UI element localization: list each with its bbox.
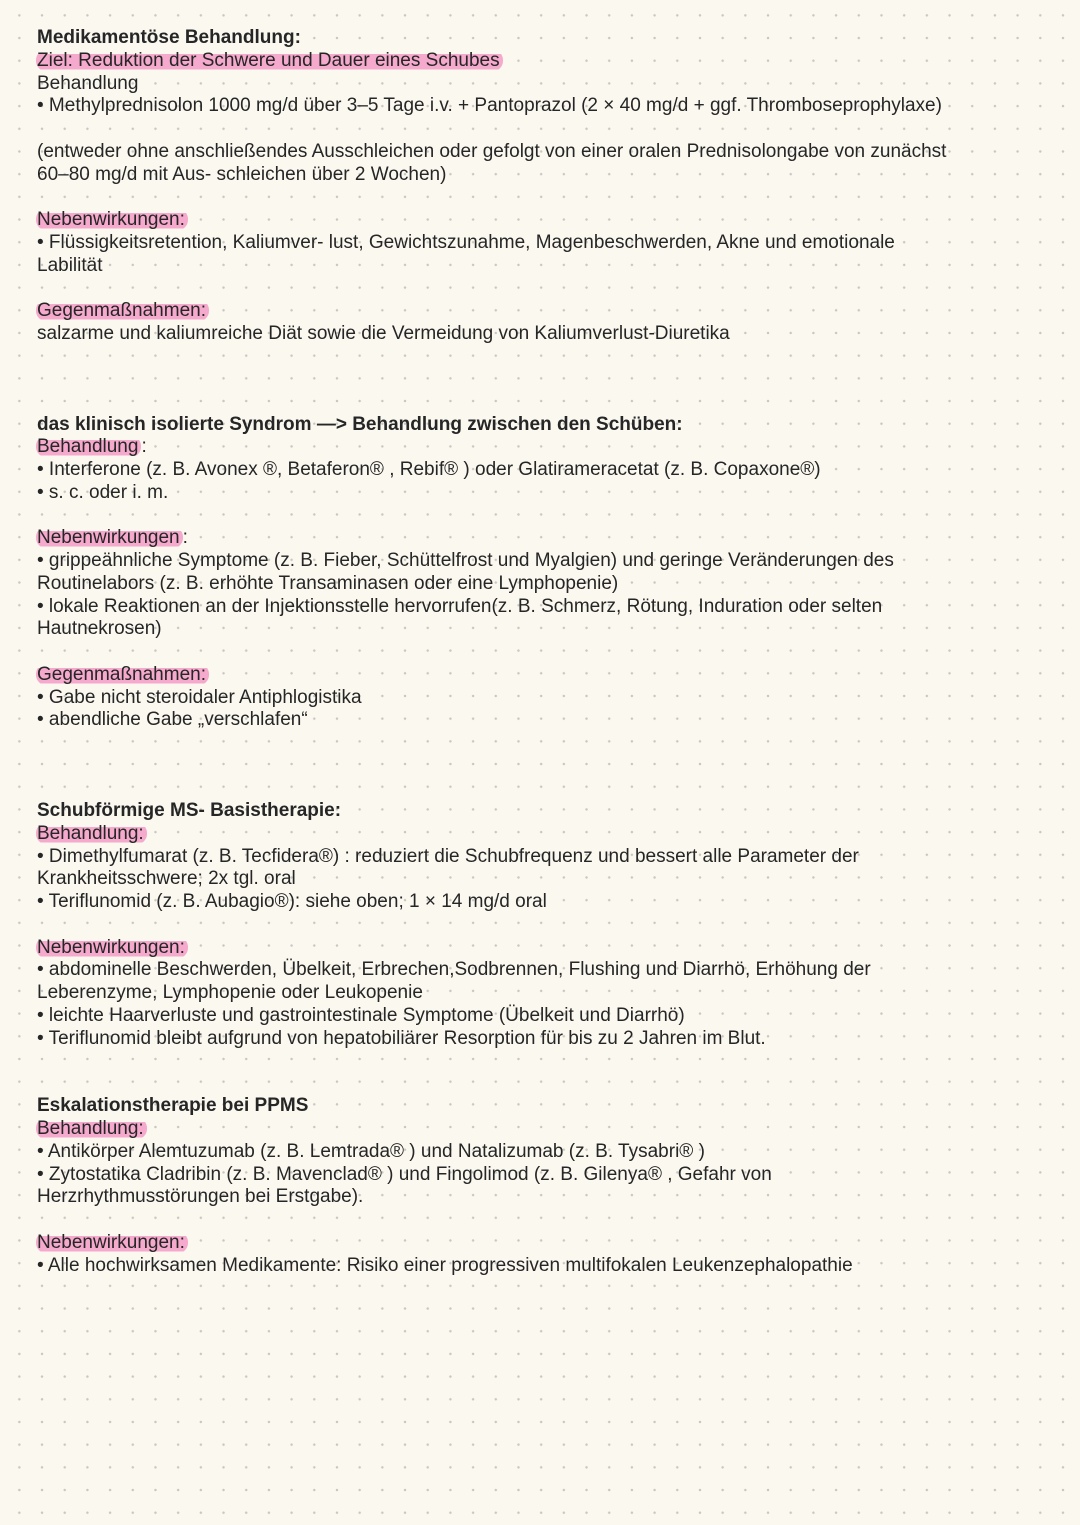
- side-effects-label: Nebenwirkungen: [36, 527, 183, 548]
- side-effects-label: Nebenwirkungen:: [36, 937, 188, 958]
- list-item: • grippeähnliche Symptome (z. B. Fieber, Schüttelfrost und Myalgien) und geringe Veränderungen des: [37, 550, 894, 571]
- list-item: Hautnekrosen): [37, 618, 162, 640]
- treatment-label: Behandlung:: [36, 823, 147, 844]
- list-item: Leberenzyme, Lymphopenie oder Leukopenie: [37, 982, 423, 1003]
- list-item: • Flüssigkeitsretention, Kaliumver- lust, Gewichtszunahme, Magenbeschwerden, Akne und emotionale: [37, 231, 895, 253]
- list-item: • lokale Reaktionen an der Injektionsstelle hervorrufen(z. B. Schmerz, Rötung, Induration oder selten: [37, 595, 883, 617]
- treatment-label: Behandlung: [37, 72, 139, 94]
- section-title: Eskalationstherapie bei PPMS: [37, 1095, 309, 1117]
- section-acute-treatment: [37, 27, 1010, 346]
- list-item: • Teriflunomid (z. B. Aubagio®): siehe oben; 1 × 14 mg/d oral: [37, 891, 547, 912]
- list-item: • Interferone (z. B. Avonex ®, Betaferon® , Rebif® ) oder Glatirameracetat (z. B. Copaxone®): [37, 459, 821, 480]
- list-item: • abdominelle Beschwerden, Übelkeit, Erbrechen,Sodbrennen, Flushing und Diarrhö, Erhöhung der: [37, 959, 871, 981]
- section-title: das klinisch isolierte Syndrom —> Behandlung zwischen den Schüben:: [37, 413, 683, 435]
- section-escalation-therapy: [37, 1095, 1010, 1277]
- note-line: (entweder ohne anschließendes Ausschleichen oder gefolgt von einer oralen Prednisolongabe von zunächst: [37, 140, 947, 162]
- list-item: • Gabe nicht steroidaler Antiphlogistika: [37, 686, 362, 708]
- list-item: • Alle hochwirksamen Medikamente: Risiko einer progressiven multifokalen Leukenzephalopathie: [37, 1254, 853, 1276]
- list-item: Herzrhythmusstörungen bei Erstgabe).: [37, 1186, 364, 1208]
- list-item: • Antikörper Alemtuzumab (z. B. Lemtrada® ) und Natalizumab (z. B. Tysabri® ): [37, 1140, 705, 1162]
- treatment-label: Behandlung: [36, 436, 141, 457]
- section-title: Medikamentöse Behandlung:: [37, 27, 301, 48]
- list-item: • Zytostatika Cladribin (z. B. Mavenclad® ) und Fingolimod (z. B. Gilenya® , Gefahr von: [37, 1163, 772, 1185]
- note-line: 60–80 mg/d mit Aus- schleichen über 2 Wochen): [37, 163, 447, 185]
- treatment-label: Behandlung:: [36, 1118, 147, 1139]
- side-effects-label: Nebenwirkungen:: [36, 1232, 188, 1253]
- list-item: • Dimethylfumarat (z. B. Tecfidera®) : reduziert die Schubfrequenz und bessert alle Parameter der: [37, 845, 859, 867]
- list-item: • s. c. oder i. m.: [37, 481, 169, 503]
- section-title: Schubförmige MS- Basistherapie:: [37, 800, 342, 821]
- section-cis: [37, 414, 1010, 733]
- goal-highlight: Ziel: Reduktion der Schwere und Dauer eines Schubes: [36, 50, 503, 71]
- list-item: • abendliche Gabe „verschlafen“: [37, 709, 308, 731]
- list-item: Krankheitsschwere; 2x tgl. oral: [37, 868, 296, 890]
- side-effects-label: Nebenwirkungen:: [36, 209, 188, 230]
- list-item: • leichte Haarverluste und gastrointestinale Symptome (Übelkeit und Diarrhö): [37, 1004, 685, 1026]
- list-item: Labilität: [37, 254, 103, 276]
- list-item: • Methylprednisolon 1000 mg/d über 3–5 Tage i.v. + Pantoprazol (2 × 40 mg/d + ggf. Thromboseprophylaxe): [37, 95, 942, 117]
- list-item: • Teriflunomid bleibt aufgrund von hepatobiliärer Resorption für bis zu 2 Jahren im Blut.: [37, 1027, 766, 1049]
- label-colon: :: [141, 436, 147, 458]
- list-item: Routinelabors (z. B. erhöhte Transaminasen oder eine Lymphopenie): [37, 572, 619, 594]
- countermeasures-label: Gegenmaßnahmen:: [36, 664, 209, 685]
- list-item: salzarme und kaliumreiche Diät sowie die Vermeidung von Kaliumverlust-Diuretika: [37, 322, 730, 344]
- section-basic-therapy: [37, 800, 1010, 1050]
- label-colon: :: [182, 527, 188, 549]
- countermeasures-label: Gegenmaßnahmen:: [36, 300, 209, 321]
